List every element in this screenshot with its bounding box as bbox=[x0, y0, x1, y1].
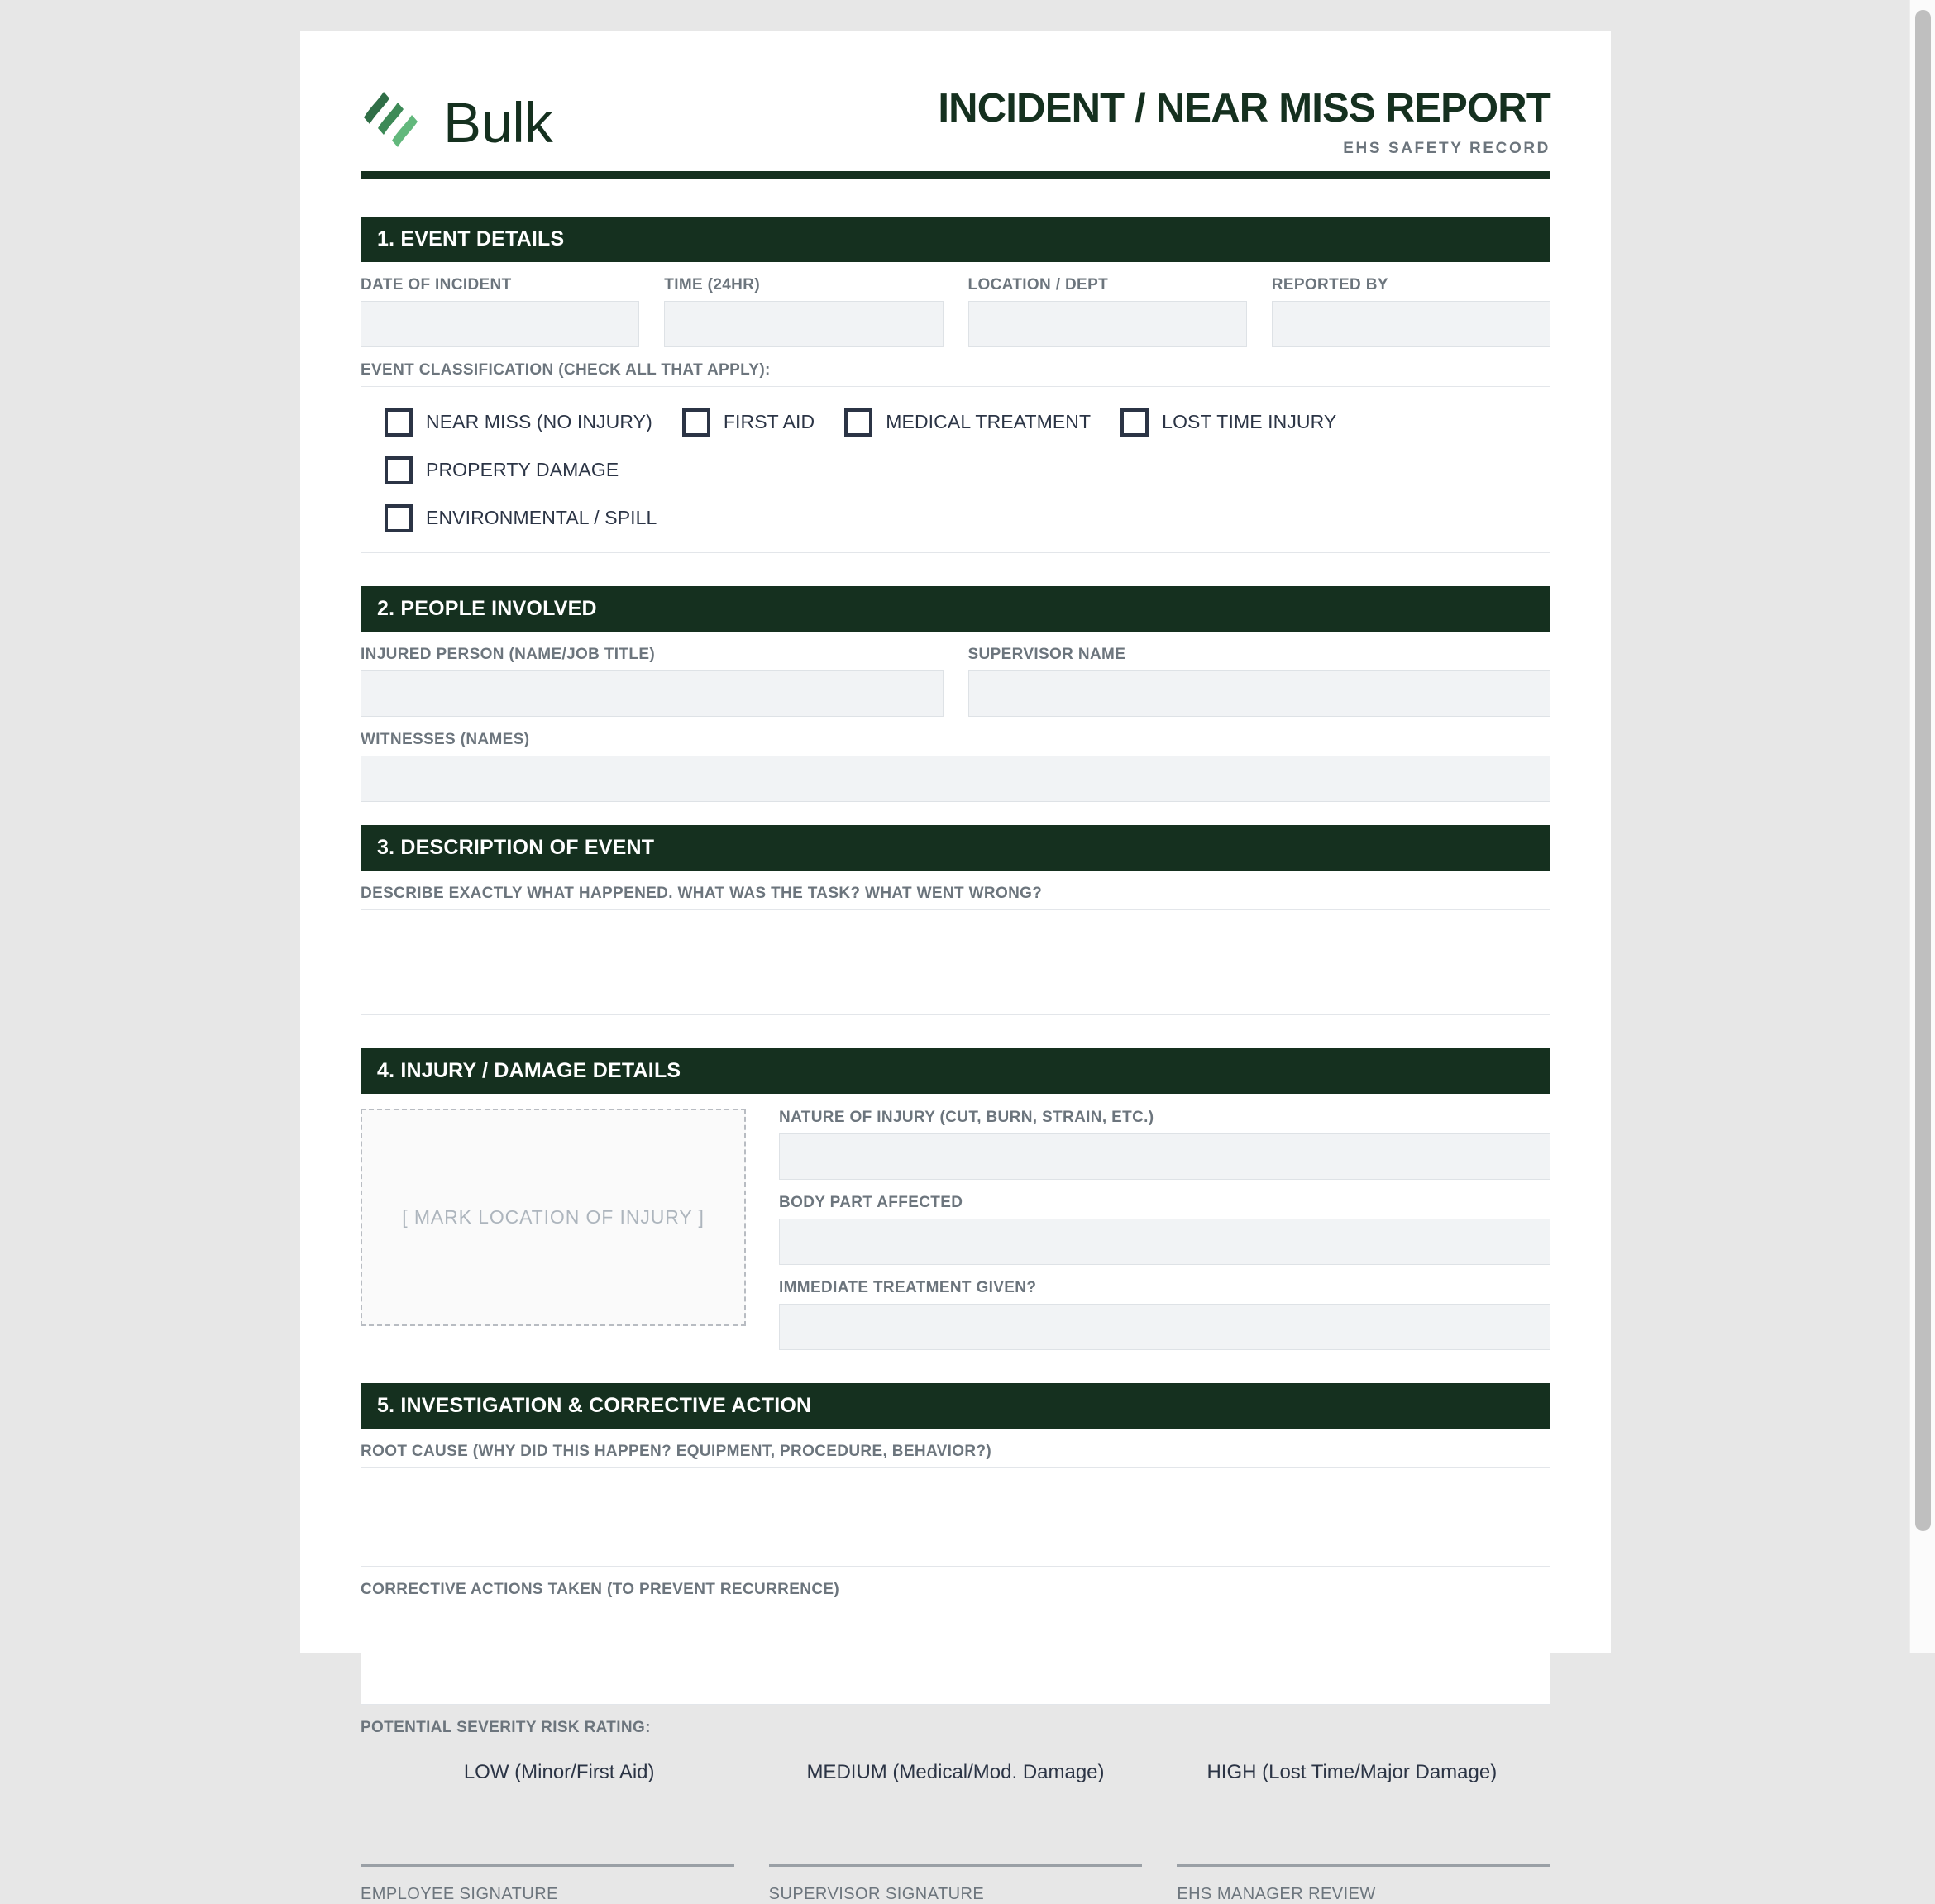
severity-option-high[interactable]: HIGH (Lost Time/Major Damage) bbox=[1206, 1760, 1498, 1783]
checkbox-label: NEAR MISS (NO INJURY) bbox=[426, 411, 652, 433]
people-involved-field-row bbox=[361, 632, 1550, 717]
section-header-event-details: 1. EVENT DETAILS bbox=[361, 217, 1550, 262]
document-header bbox=[361, 31, 1550, 171]
checkbox-item-property-damage[interactable] bbox=[385, 456, 619, 484]
brand-lockup bbox=[361, 90, 552, 156]
section-header-people-involved: 2. PEOPLE INVOLVED bbox=[361, 586, 1550, 632]
field-label: NATURE OF INJURY (CUT, BURN, STRAIN, ETC.) bbox=[779, 1108, 1154, 1126]
supervisor-name-input[interactable] bbox=[968, 670, 1551, 717]
injury-detail-fields bbox=[779, 1109, 1550, 1350]
field-time bbox=[664, 262, 943, 347]
checkbox-icon[interactable] bbox=[385, 504, 413, 532]
field-label: IMMEDIATE TREATMENT GIVEN? bbox=[779, 1278, 1037, 1296]
checkbox-label: FIRST AID bbox=[723, 411, 815, 433]
injured-person-input[interactable] bbox=[361, 670, 944, 717]
title-block bbox=[938, 88, 1550, 160]
witnesses-input[interactable] bbox=[361, 756, 1550, 802]
section-header-injury-damage: 4. INJURY / DAMAGE DETAILS bbox=[361, 1048, 1550, 1094]
witnesses-label: WITNESSES (NAMES) bbox=[361, 730, 530, 748]
field-reported-by bbox=[1272, 262, 1550, 347]
checkbox-item-near-miss[interactable] bbox=[385, 408, 652, 437]
event-classification-panel bbox=[361, 386, 1550, 553]
description-textarea[interactable] bbox=[361, 909, 1550, 1015]
field-label: TIME (24HR) bbox=[664, 275, 760, 293]
field-label: INJURED PERSON (NAME/JOB TITLE) bbox=[361, 645, 656, 663]
event-details-field-row bbox=[361, 262, 1550, 347]
checkbox-label: MEDICAL TREATMENT bbox=[886, 411, 1092, 433]
bulk-waves-logo-icon bbox=[361, 90, 425, 156]
event-classification-label: EVENT CLASSIFICATION (CHECK ALL THAT APPLY): bbox=[361, 360, 771, 379]
injury-location-map[interactable] bbox=[361, 1109, 746, 1326]
time-input[interactable] bbox=[664, 301, 943, 347]
signature-employee bbox=[361, 1864, 734, 1904]
severity-rating-options bbox=[361, 1744, 1550, 1801]
field-injured-person bbox=[361, 632, 944, 717]
corrective-actions-label: CORRECTIVE ACTIONS TAKEN (TO PREVENT RECURRENCE) bbox=[361, 1580, 840, 1598]
checkbox-icon[interactable] bbox=[1120, 408, 1149, 437]
checkbox-row-second bbox=[385, 504, 1526, 532]
page-title: INCIDENT / NEAR MISS REPORT bbox=[938, 86, 1550, 131]
field-date-of-incident bbox=[361, 262, 639, 347]
document-page bbox=[300, 31, 1611, 1903]
location-dept-input[interactable] bbox=[968, 301, 1247, 347]
checkbox-item-medical-treatment[interactable] bbox=[844, 408, 1091, 437]
checkbox-item-first-aid[interactable] bbox=[682, 408, 815, 437]
field-label: SUPERVISOR NAME bbox=[967, 645, 1126, 663]
brand-name: Bulk bbox=[443, 91, 553, 155]
signature-ehs-manager bbox=[1177, 1864, 1550, 1904]
checkbox-icon[interactable] bbox=[844, 408, 872, 437]
checkbox-item-lost-time-injury[interactable] bbox=[1120, 408, 1336, 437]
signature-label: SUPERVISOR SIGNATURE bbox=[768, 1884, 985, 1903]
section-header-description: 3. DESCRIPTION OF EVENT bbox=[361, 825, 1550, 871]
reported-by-input[interactable] bbox=[1272, 301, 1550, 347]
section-header-investigation: 5. INVESTIGATION & CORRECTIVE ACTION bbox=[361, 1383, 1550, 1429]
corrective-actions-textarea[interactable] bbox=[361, 1606, 1550, 1705]
date-of-incident-input[interactable] bbox=[361, 301, 639, 347]
signature-label: EHS MANAGER REVIEW bbox=[1177, 1884, 1376, 1903]
description-prompt-label: DESCRIBE EXACTLY WHAT HAPPENED. WHAT WAS THE TASK? WHAT WENT WRONG? bbox=[361, 884, 1043, 902]
signature-line[interactable] bbox=[1177, 1864, 1550, 1867]
root-cause-textarea[interactable] bbox=[361, 1467, 1550, 1567]
header-divider bbox=[361, 171, 1550, 179]
field-label: REPORTED BY bbox=[1271, 275, 1388, 293]
checkbox-label: ENVIRONMENTAL / SPILL bbox=[426, 507, 657, 529]
field-supervisor-name bbox=[968, 632, 1551, 717]
signature-line[interactable] bbox=[361, 1864, 734, 1867]
checkbox-label: PROPERTY DAMAGE bbox=[426, 459, 619, 481]
checkbox-icon[interactable] bbox=[682, 408, 710, 437]
page-subtitle: EHS SAFETY RECORD bbox=[1343, 139, 1550, 157]
checkbox-label: LOST TIME INJURY bbox=[1162, 411, 1337, 433]
injury-damage-body bbox=[361, 1109, 1550, 1350]
checkbox-item-environmental-spill[interactable] bbox=[385, 504, 1526, 532]
vertical-scrollbar-thumb[interactable] bbox=[1915, 10, 1931, 1531]
field-label: LOCATION / DEPT bbox=[967, 275, 1109, 293]
immediate-treatment-input[interactable] bbox=[779, 1304, 1550, 1350]
field-label: DATE OF INCIDENT bbox=[361, 275, 512, 293]
signature-supervisor bbox=[769, 1864, 1143, 1904]
signature-line[interactable] bbox=[769, 1864, 1143, 1867]
vertical-scrollbar-track[interactable] bbox=[1909, 0, 1935, 1653]
body-part-affected-input[interactable] bbox=[779, 1219, 1550, 1265]
signature-row bbox=[361, 1864, 1550, 1904]
checkbox-icon[interactable] bbox=[385, 456, 413, 484]
severity-option-low[interactable]: LOW (Minor/First Aid) bbox=[361, 1744, 757, 1801]
root-cause-label: ROOT CAUSE (WHY DID THIS HAPPEN? EQUIPMENT, PROCEDURE, BEHAVIOR?) bbox=[361, 1442, 992, 1460]
injury-location-placeholder: [ MARK LOCATION OF INJURY ] bbox=[402, 1205, 705, 1228]
signature-label: EMPLOYEE SIGNATURE bbox=[361, 1884, 558, 1903]
field-label: BODY PART AFFECTED bbox=[779, 1193, 963, 1211]
nature-of-injury-input[interactable] bbox=[779, 1133, 1550, 1180]
checkbox-icon[interactable] bbox=[385, 408, 413, 437]
severity-rating-label: POTENTIAL SEVERITY RISK RATING: bbox=[361, 1718, 651, 1736]
field-location-dept bbox=[968, 262, 1247, 347]
severity-option-medium[interactable]: MEDIUM (Medical/Mod. Damage) bbox=[757, 1744, 1154, 1801]
